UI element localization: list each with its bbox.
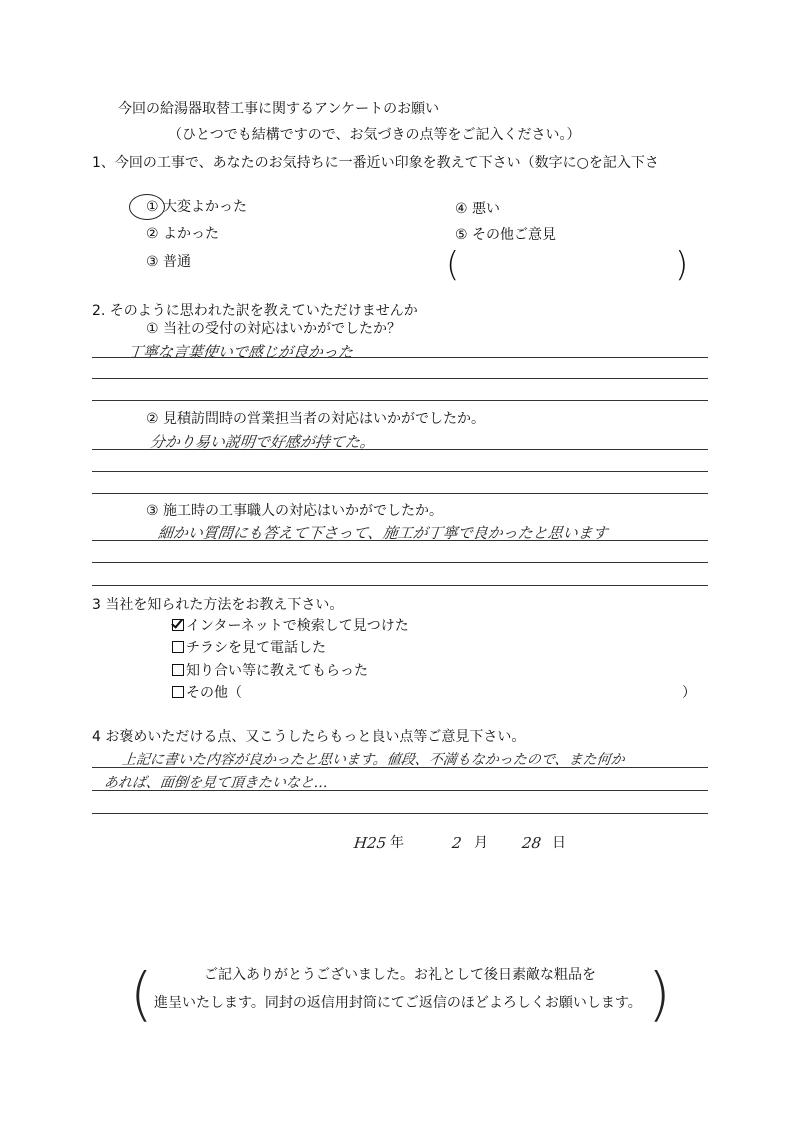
- q1-option-2[interactable]: ② よかった: [146, 226, 220, 242]
- q3-question: 3 当社を知られた方法をお教え下さい。: [92, 597, 344, 613]
- survey-title: 今回の給湯器取替工事に関するアンケートのお願い: [118, 101, 440, 117]
- q2-sub3-answer[interactable]: 細かい質問にも答えて下さって、施工が丁寧で良かったと思います: [157, 524, 609, 542]
- checkbox-checked-icon[interactable]: [172, 619, 184, 631]
- date-day-label: 日: [552, 835, 566, 851]
- q3-option-label: 知り合い等に教えてもらった: [186, 663, 368, 679]
- answer-line: [92, 400, 708, 401]
- checkbox-icon[interactable]: [172, 664, 184, 676]
- footer-line1: ご記入ありがとうございました。お礼として後日素敵な粗品を: [204, 967, 596, 983]
- date-day-value[interactable]: 28: [521, 834, 543, 852]
- answer-line: [92, 540, 708, 541]
- q2-sub3-label: ③ 施工時の工事職人の対応はいかがでしたか。: [146, 503, 443, 519]
- date-year-label: 年: [390, 835, 404, 851]
- q3-option-label: インターネットで検索して見つけた: [186, 618, 409, 634]
- q2-question: 2. そのように思われた訳を教えていただけませんか: [92, 303, 418, 319]
- q1-option-5[interactable]: ⑤ その他ご意見: [455, 227, 557, 243]
- q1-option-3[interactable]: ③ 普通: [146, 254, 192, 270]
- q3-option-acquaintance[interactable]: [172, 662, 368, 680]
- footer-line2: 進呈いたします。同封の返信用封筒にてご返信のほどよろしくお願いします。: [154, 995, 642, 1011]
- checkbox-icon[interactable]: [172, 641, 184, 653]
- footer-close-bracket: ): [648, 960, 671, 1028]
- answer-line: [92, 813, 708, 814]
- answer-line: [92, 449, 708, 450]
- other-opinion-open-paren: (: [446, 245, 460, 285]
- answer-line: [92, 378, 708, 379]
- q2-sub2-answer[interactable]: 分かり易い説明で好感が持てた。: [149, 433, 376, 451]
- date-month-label: 月: [474, 835, 488, 851]
- q3-option-other[interactable]: [172, 684, 242, 702]
- q3-option-internet[interactable]: [172, 617, 409, 635]
- q1-option-4[interactable]: ④ 悪い: [455, 201, 501, 217]
- q4-answer-line2[interactable]: あれば、面倒を見て頂きたいなと…: [103, 775, 329, 791]
- answer-line: [92, 357, 708, 358]
- answer-line: [92, 562, 708, 563]
- q4-answer-line1[interactable]: 上記に書いた内容が良かったと思います。値段、不満もなかったので、また何か: [121, 752, 626, 768]
- q4-question: 4 お褒めいただける点、又こうしたらもっと良い点等ご意見下さい。: [92, 729, 526, 745]
- answer-line: [92, 493, 708, 494]
- survey-subtitle: （ひとつでも結構ですので、お気づきの点等をご記入ください。）: [168, 127, 581, 143]
- q3-other-close-paren: ）: [682, 685, 696, 701]
- q3-option-flyer[interactable]: [172, 639, 326, 657]
- footer-open-bracket: (: [130, 960, 153, 1028]
- answer-line: [92, 790, 708, 791]
- answer-line: [92, 471, 708, 472]
- q3-option-label: チラシを見て電話した: [186, 640, 326, 656]
- q1-option-1[interactable]: ① 大変よかった: [146, 199, 248, 215]
- date-month-value[interactable]: 2: [451, 834, 463, 852]
- q2-sub2-label: ② 見積訪問時の営業担当者の対応はいかがでしたか。: [146, 411, 485, 427]
- date-year-value[interactable]: H25: [353, 834, 388, 852]
- checkbox-icon[interactable]: [172, 686, 184, 698]
- q1-question: 1、今回の工事で、あなたのお気持ちに一番近い印象を教えて下さい（数字に○を記入下さ: [92, 155, 659, 171]
- q2-sub1-label: ① 当社の受付の対応はいかがでしたか？: [146, 321, 401, 337]
- answer-line: [92, 585, 708, 586]
- q3-option-label: その他（: [186, 685, 242, 701]
- other-opinion-close-paren: ): [675, 245, 689, 285]
- answer-line: [92, 767, 708, 768]
- q2-sub1-answer[interactable]: 丁寧な言葉使いで感じが良かった: [127, 343, 354, 361]
